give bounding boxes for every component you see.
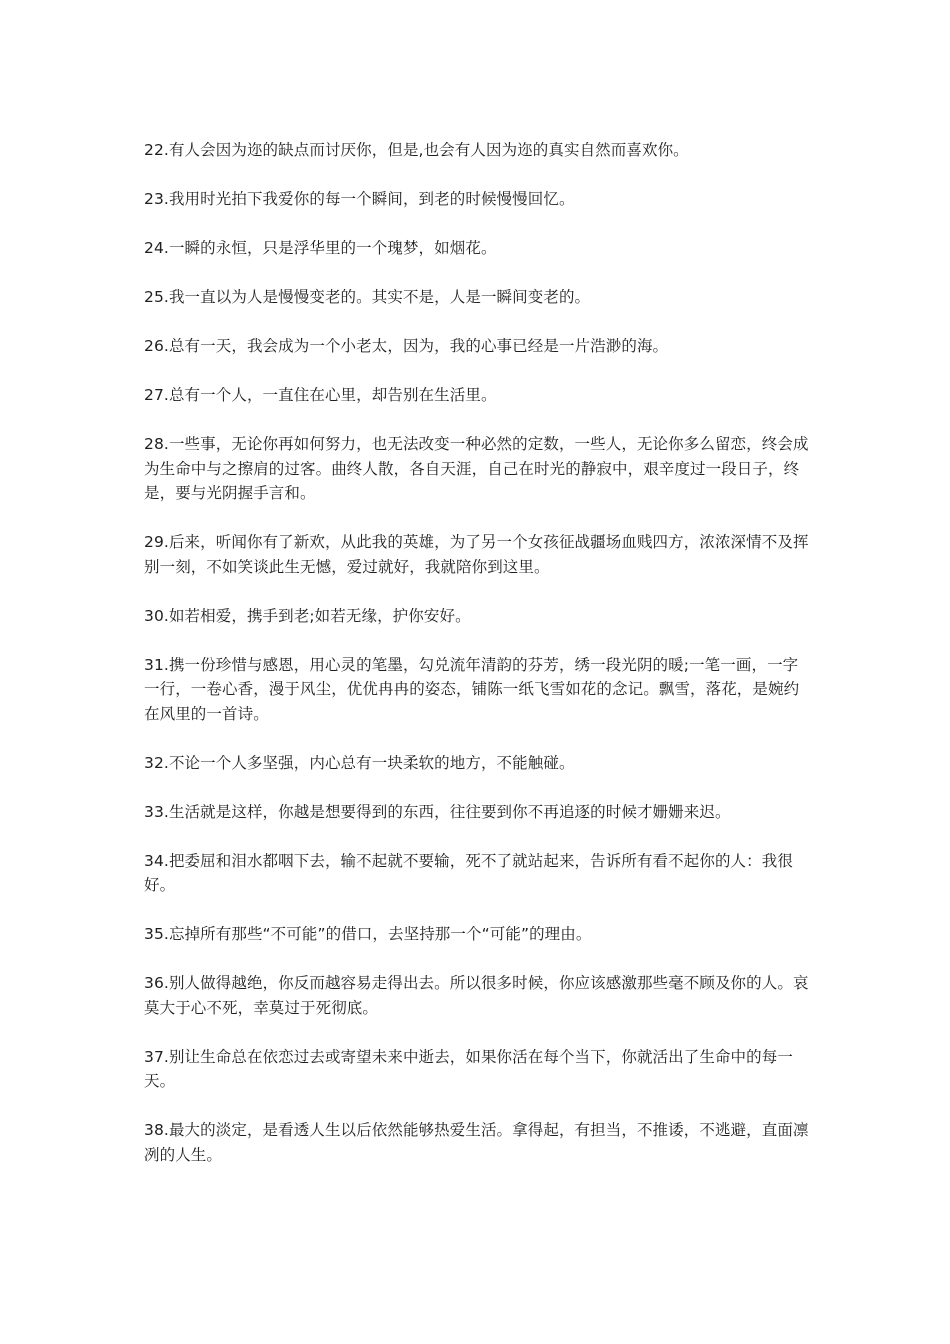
- paragraph-32: 32.不论一个人多坚强，内心总有一块柔软的地方，不能触碰。: [144, 753, 575, 772]
- paragraph-38: 38.最大的淡定，是看透人生以后依然能够热爱生活。拿得起，有担当，不推诿，不逃避，直面凛冽的人生。: [144, 1121, 809, 1164]
- paragraph-29: 29.后来，听闻你有了新欢，从此我的英雄，为了另一个女孩征战疆场血贱四方，浓浓深情不及挥别一刻，不如笑谈此生无憾，爱过就好，我就陪你到这里。: [144, 533, 809, 576]
- paragraph-34: 34.把委屈和泪水都咽下去，输不起就不要输，死不了就站起来，告诉所有看不起你的人：我很好。: [144, 851, 793, 894]
- paragraph-24: 24.一瞬的永恒，只是浮华里的一个瑰梦，如烟花。: [144, 239, 497, 257]
- paragraph-23: 23.我用时光拍下我爱你的每一个瞬间，到老的时候慢慢回忆。: [144, 190, 575, 208]
- paragraph-35: 35.忘掉所有那些“不可能”的借口，去坚持那一个“可能”的理由。: [144, 925, 592, 943]
- paragraph-28: 28.一些事，无论你再如何努力，也无法改变一种必然的定数，一些人，无论你多么留恋，终会成为生命中与之擦肩的过客。曲终人散，各自天涯，自己在时光的静寂中，艰辛度过一段日子，终是，要与光阴握手言和。: [144, 435, 809, 502]
- paragraph-37: 37.别让生命总在依恋过去或寄望未来中逝去，如果你活在每个当下，你就活出了生命中的每一天。: [144, 1047, 793, 1090]
- paragraph-22: 22.有人会因为迩的缺点而讨厌你，但是,也会有人因为迩的真实自然而喜欢你。: [144, 141, 689, 159]
- paragraph-27: 27.总有一个人，一直住在心里，却告别在生活里。: [144, 386, 497, 404]
- paragraph-26: 26.总有一天，我会成为一个小老太，因为，我的心事已经是一片浩渺的海。: [144, 337, 669, 355]
- paragraph-33: 33.生活就是这样，你越是想要得到的东西，往往要到你不再追逐的时候才姗姗来迟。: [144, 802, 731, 821]
- paragraph-36: 36.别人做得越绝，你反而越容易走得出去。所以很多时候，你应该感激那些毫不顾及你的人。哀莫大于心不死，幸莫过于死彻底。: [144, 974, 809, 1017]
- paragraph-31: 31.携一份珍惜与感恩，用心灵的笔墨，勾兑流年清韵的芬芳，绣一段光阴的暖;一笔一画，一字一行，一卷心香，漫于风尘，优优冉冉的姿态，铺陈一纸飞雪如花的念记。飘雪，落花，是婉约在风里的一首诗。: [144, 655, 800, 723]
- paragraph-30: 30.如若相爱，携手到老;如若无缘，护你安好。: [144, 606, 471, 625]
- document-body: [144, 138, 809, 1192]
- paragraph-25: 25.我一直以为人是慢慢变老的。其实不是，人是一瞬间变老的。: [144, 288, 591, 306]
